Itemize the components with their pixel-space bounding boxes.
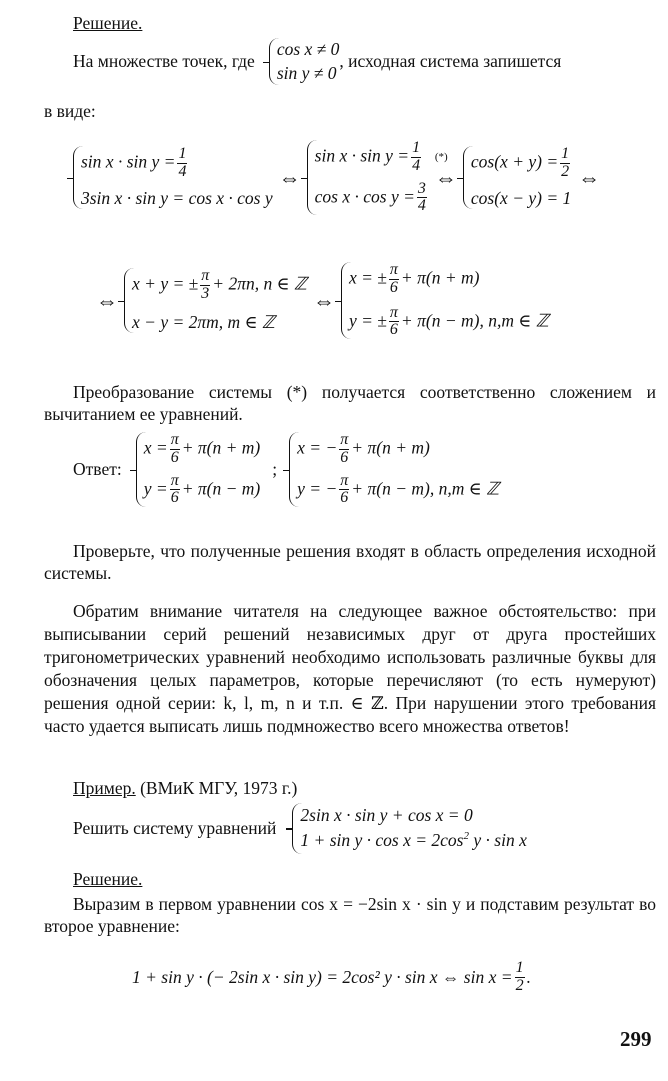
ans1-num1: π (170, 431, 179, 448)
system-d (124, 268, 307, 333)
ans2-den1: 6 (340, 448, 349, 466)
example-task: Решить систему уравнений (73, 818, 277, 839)
ans1-pre2: y = (143, 477, 168, 498)
equiv-arrow-start: ⇔ (96, 287, 118, 313)
answer-block (73, 432, 499, 507)
system-chain-2 (90, 262, 549, 339)
answer-system-1 (136, 432, 261, 507)
final-den: 2 (515, 976, 524, 994)
sys-c-num: 1 (561, 145, 570, 163)
ans2-post2: + π(n − m), n,m ∈ ℤ (351, 477, 500, 498)
star-mark: (*) (434, 150, 448, 163)
system-c (463, 146, 572, 209)
equiv-arrow: ⇔ (278, 164, 301, 190)
sys-b-eq1: sin x · sin y = (314, 145, 410, 166)
answer-label: Ответ: (73, 459, 122, 480)
sys-b-den1: 4 (412, 156, 421, 174)
ans1-post2: + π(n − m) (181, 477, 261, 498)
sys-c-eq2: cos(x − y) = 1 (470, 187, 572, 208)
example-task-line (73, 803, 527, 854)
sys-d-post: + 2πn, n ∈ ℤ (212, 273, 307, 294)
domain-eq-2: sin y ≠ 0 (276, 62, 337, 83)
sys-e-pre2: y = ± (348, 309, 387, 330)
sys-c-den: 2 (561, 162, 570, 180)
sys-a-num: 1 (178, 145, 187, 163)
ans1-den1: 6 (170, 448, 179, 466)
equiv-arrow-end: ⇔ (578, 164, 601, 190)
example-source: (ВМиК МГУ, 1973 г.) (140, 778, 298, 798)
final-eq-main: 1 + sin y · (− 2sin x · sin y) = 2cos² y · sin x ⇔ sin x = (132, 967, 513, 988)
final-equation (132, 960, 531, 995)
sys-c-eq1: cos(x + y) = (470, 151, 559, 172)
sys-a-eq1: sin x · sin y = (81, 151, 176, 172)
equiv-arrow-mid: ⇔ (312, 287, 335, 313)
sys-a-eq2: 3sin x · sin y = cos x · cos y (81, 187, 273, 208)
system-a (73, 146, 273, 209)
example-eq-2-main: 1 + sin y · cos x = 2cos (300, 830, 464, 851)
ans1-post1: + π(n + m) (181, 437, 261, 458)
system-chain-1 (73, 140, 606, 215)
in-form-line: в виде: (44, 101, 96, 121)
final-fraction (515, 960, 525, 995)
sys-e-den1: 6 (389, 278, 398, 296)
domain-suffix: , исходная система запишется (339, 51, 562, 72)
sys-e-den2: 6 (389, 321, 398, 339)
sys-e-post1: + π(n + m) (400, 267, 480, 288)
domain-prefix: На множестве точек, где (73, 51, 255, 72)
sys-d-den: 3 (201, 284, 210, 302)
answer-system-2 (289, 432, 499, 507)
example-system (292, 803, 526, 854)
final-num: 1 (515, 959, 524, 976)
sys-b-den2: 4 (417, 197, 426, 215)
express-paragraph: Выразим в первом уравнении cos x = −2sin x · sin y и подставим результат во второе уравнение: (44, 894, 656, 937)
check-paragraph: Проверьте, что полученные решения входят в область определения исходной системы. (44, 541, 656, 584)
sys-b-eq2: cos x · cos y = (314, 185, 415, 206)
ans2-den2: 6 (340, 489, 349, 507)
ans2-num1: π (340, 431, 349, 448)
sys-e-num2: π (389, 303, 398, 321)
example-label: Пример. (73, 778, 136, 798)
example-eq-1: 2sin x · sin y + cos x = 0 (300, 805, 473, 825)
ans2-post1: + π(n + m) (351, 437, 430, 458)
ans1-den2: 6 (170, 489, 179, 507)
system-e (341, 262, 549, 339)
sys-b-num1: 1 (412, 139, 421, 156)
ans1-num2: π (170, 471, 179, 489)
example-eq-2-sup: 2 (463, 830, 469, 843)
example-eq-2 (300, 828, 526, 853)
example-eq-2-post: y · sin x (473, 830, 527, 851)
domain-system (269, 38, 340, 85)
sys-e-post2: + π(n − m), n,m ∈ ℤ (400, 309, 549, 330)
system-b (307, 140, 429, 215)
sys-e-num1: π (389, 261, 398, 278)
ans2-pre2: y = − (297, 477, 338, 498)
transform-paragraph: Преобразование системы (*) получается соответственно сложением и вычитанием ее уравнений. (44, 382, 656, 425)
sys-d-pre: x + y = ± (132, 273, 199, 294)
final-dot: . (526, 967, 531, 988)
page-number: 299 (620, 1027, 652, 1051)
solution-heading: Решение. (73, 13, 143, 33)
sys-e-pre1: x = ± (348, 267, 387, 288)
sys-a-den: 4 (178, 162, 187, 180)
sys-d-num: π (201, 267, 210, 285)
note-paragraph: Обратим внимание читателя на следующее важное обстоятельство: при выписывании серий решений независимых друг от друга простейших тригонометрических уравнений необходимо использовать различные буквы для обозначения целых параметров, которые перечисляют (то есть нумеруют) решения одной серии: k, l, m, n и т.п. ∈ ℤ. При нарушении этого требования часто удается выписать лишь подмножество всего множества ответов! (44, 601, 656, 737)
domain-line (73, 38, 561, 85)
solution-heading-2: Решение. (73, 869, 143, 889)
ans2-pre1: x = − (297, 437, 338, 458)
sys-d-eq2: x − y = 2πm, m ∈ ℤ (132, 311, 275, 332)
answer-separator: ; (272, 459, 278, 480)
ans2-num2: π (340, 471, 349, 489)
sys-b-num2: 3 (417, 179, 426, 197)
domain-eq-1: cos x ≠ 0 (276, 39, 340, 59)
equiv-arrow-star: ⇔ (434, 164, 457, 190)
ans1-pre1: x = (143, 437, 168, 458)
example-line (73, 777, 297, 799)
